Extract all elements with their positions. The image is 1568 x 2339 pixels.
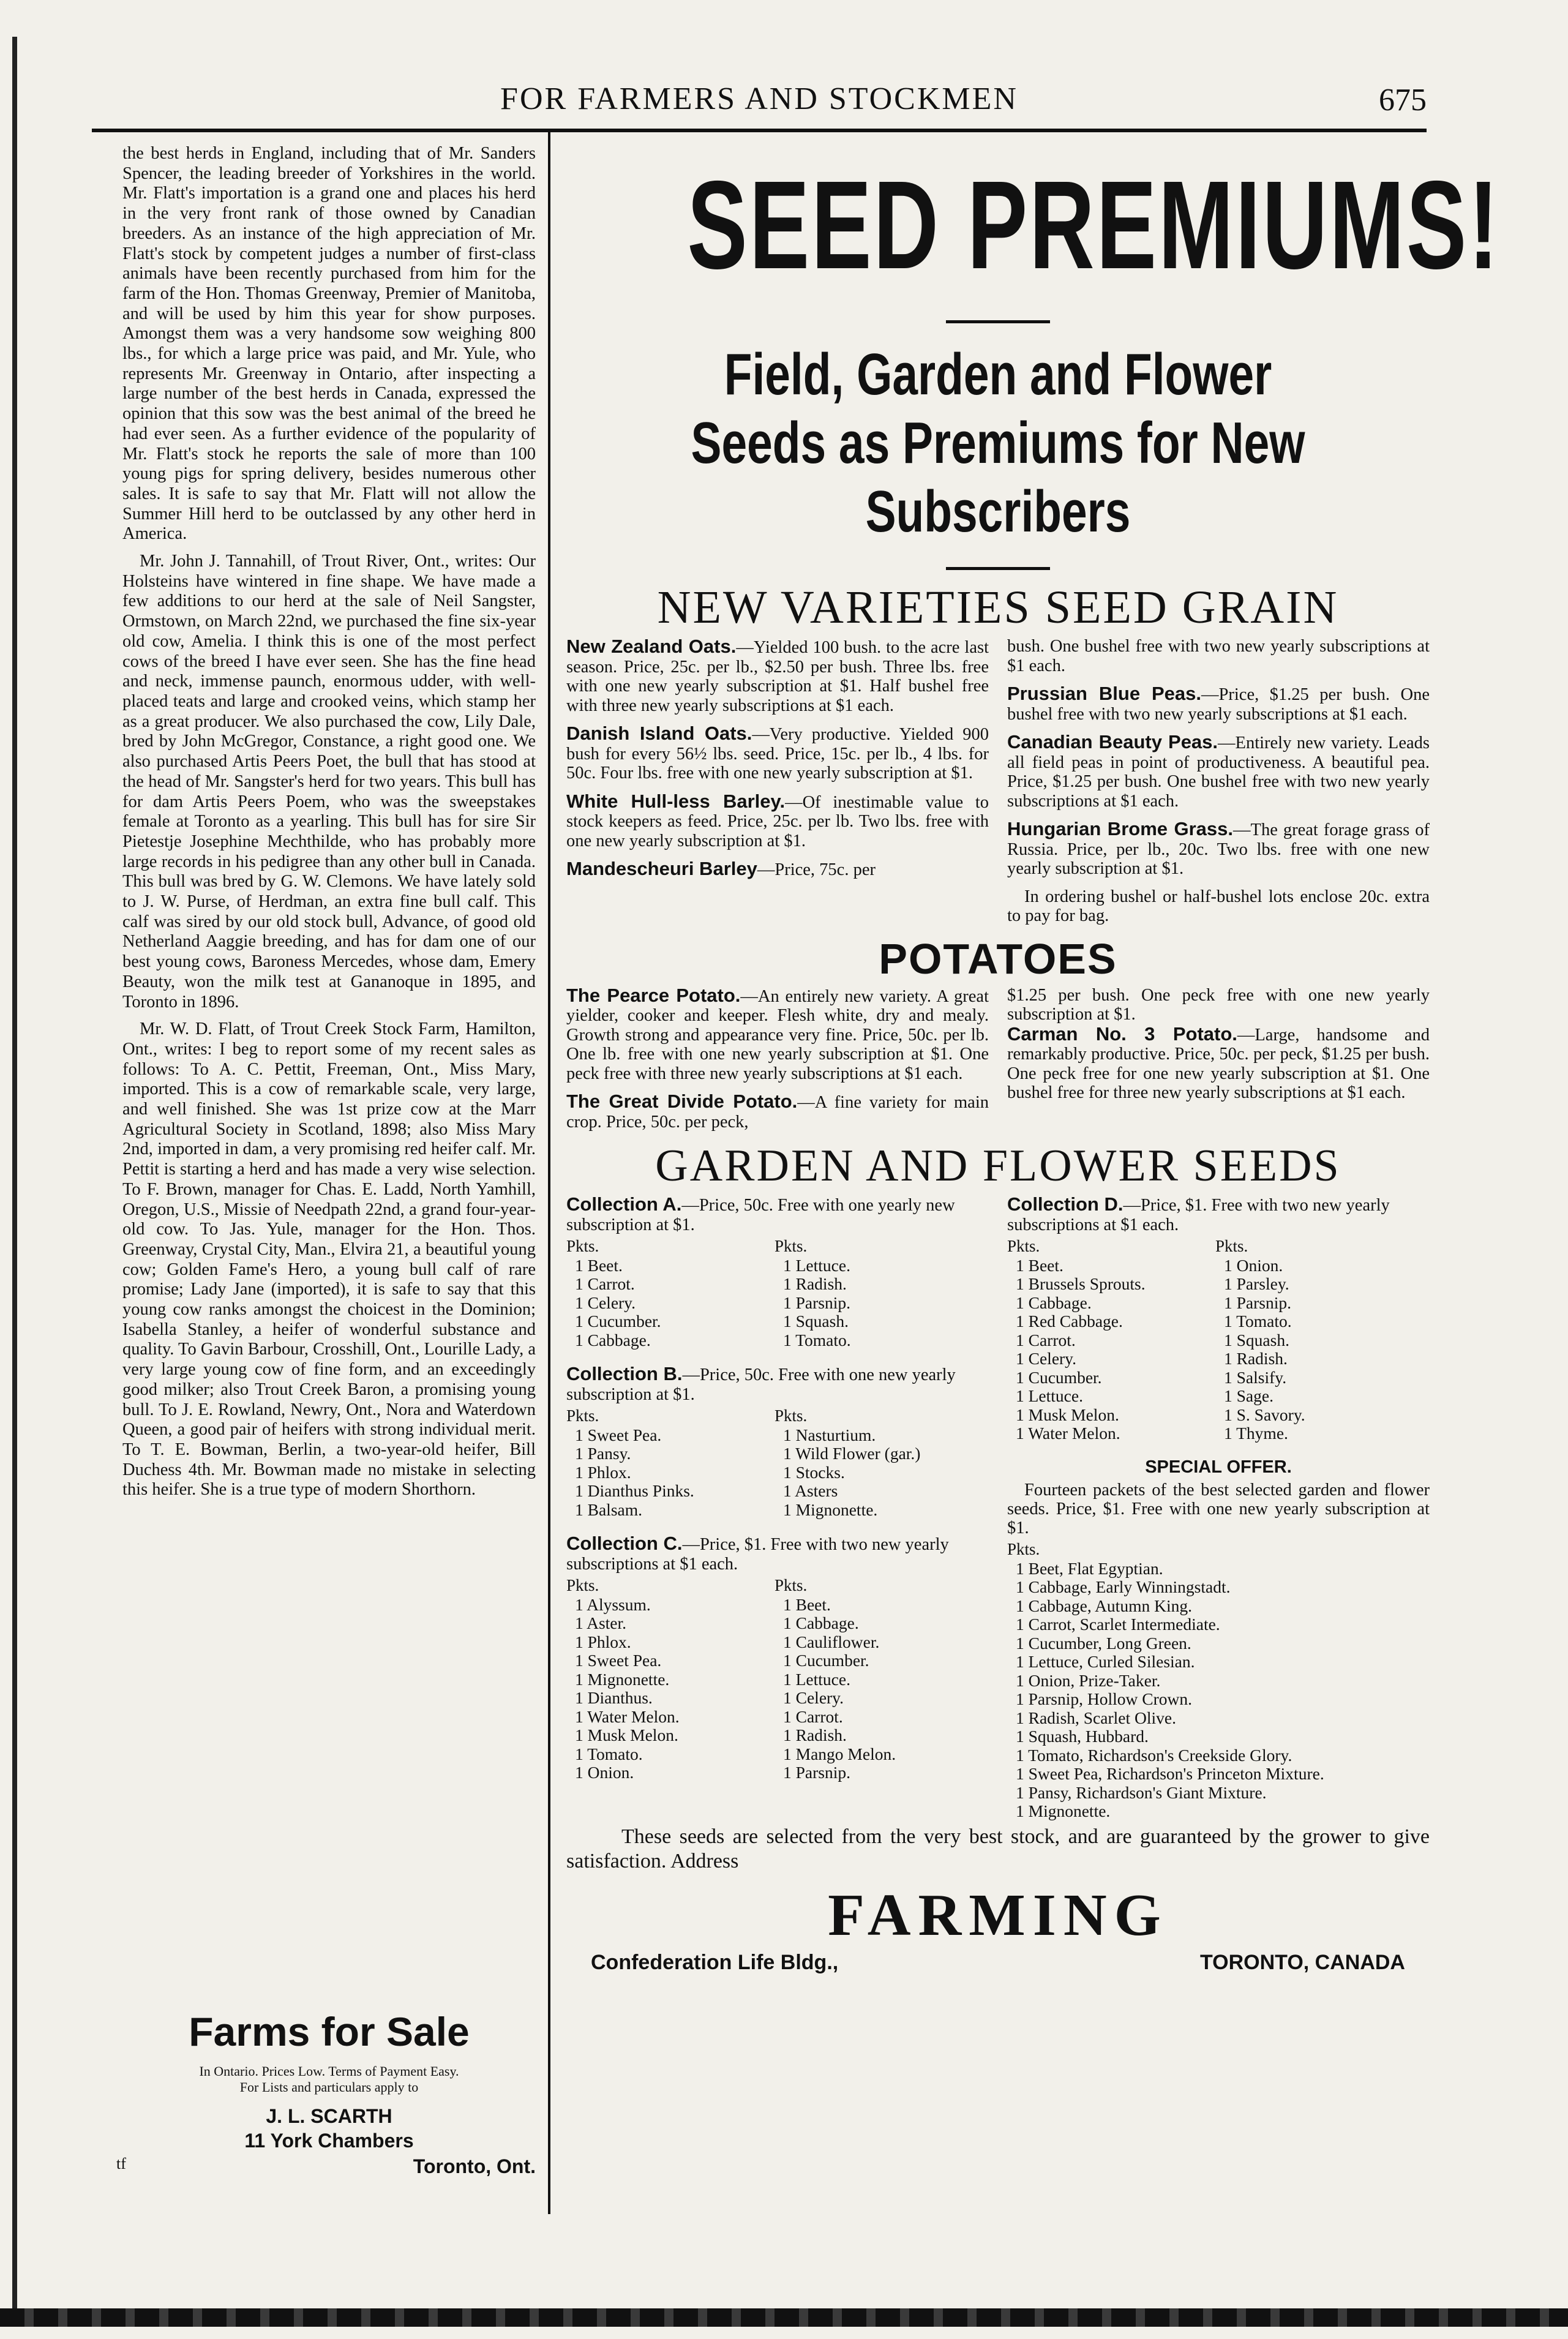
header-rule — [92, 129, 1427, 132]
list-item: $1.25 per bush. One peck free with one new yearly subscription at $1. — [1007, 985, 1430, 1024]
garden-seeds-left — [566, 1195, 989, 1821]
list-item: Hungarian Brome Grass.—The great forage grass of Russia. Price, per lb., 20c. Two lbs. free with one new yearly subscription at $1. — [1007, 818, 1430, 878]
special-offer-text: Fourteen packets of the best selected garden and flower seeds. Price, $1. Free with one new yearly subscription at $1. — [1007, 1481, 1430, 1537]
collection-c: Collection C.—Price, $1. Free with two new yearly subscriptions at $1 each. Pkts. Pkts. 1 Alyssum. 1 Beet. 1 Aster. 1 Cabbage. 1 Phlox. 1 Cauliflower. 1 Sweet Pea. 1 Cucumber. 1 Mignonette. 1 Lettuce. 1 Dianthus. 1 Celery. 1 Water Melon. 1 Carrot. 1 Musk Melon. 1 Radish. 1 Tomato. 1 Mango Melon. 1 Onion. 1 Parsnip. — [566, 1534, 989, 1782]
divider — [946, 320, 1050, 323]
list-item: New Zealand Oats.—Yielded 100 bush. to the acre last season. Price, 25c. per lb., $2.50 per bush. Three lbs. free with one new yearly subscription at $1. Half bushel free with three new yearly subscriptions at $1 each. — [566, 636, 989, 715]
left-column — [122, 144, 536, 1507]
seed-premiums-subtitle: Field, Garden and Flower Seeds as Premiums for New Subscribers — [691, 342, 1305, 544]
list-item: bush. One bushel free with two new yearly subscriptions at $1 each. — [1007, 637, 1430, 675]
running-title: FOR FARMERS AND STOCKMEN — [500, 81, 1018, 116]
pkts-header: Pkts. Pkts. — [1007, 1237, 1248, 1255]
closing-text: These seeds are selected from the very best stock, and are guaranteed by the grower to give satisfaction. Address — [566, 1825, 1430, 1872]
potatoes-heading: POTATOES — [879, 934, 1117, 983]
publisher-address — [591, 1951, 1405, 1975]
column-rule — [548, 132, 550, 2214]
list-item: Mandescheuri Barley—Price, 75c. per — [566, 858, 876, 879]
garden-seeds-columns — [566, 1195, 1430, 1821]
list-item: Carman No. 3 Potato.—Large, handsome and remarkably productive. Price, 50c. per peck, $1.25 per bush. One peck free for one new yearly subscription at $1. One bushel free for three new yearly subscriptions at $1 each. — [1007, 1023, 1430, 1102]
seed-grain-columns — [566, 637, 1430, 934]
seed-premiums-ad — [566, 144, 1501, 1975]
special-offer-items: 1 Beet, Flat Egyptian. 1 Cabbage, Early Winningstadt. 1 Cabbage, Autumn King. 1 Carrot, Scarlet Intermediate. 1 Cucumber, Long Green. 1 Lettuce, Curled Silesian. 1 Onion, Prize-Taker. 1 Parsnip, Hollow Crown. 1 Radish, Scarlet Olive. 1 Squash, Hubbard. 1 Tomato, Richardson's Creekside Glory. 1 Sweet Pea, Richardson's Princeton Mixture. 1 Pansy, Richardson's Giant Mixture. 1 Mignonette. — [1016, 1558, 1324, 1820]
farms-ad-name: J. L. SCARTH — [266, 2105, 392, 2127]
farms-ad-city: Toronto, Ont. — [413, 2155, 536, 2177]
potatoes-left — [566, 986, 989, 1141]
garden-seeds-right — [1007, 1195, 1430, 1821]
pkts-header: Pkts. Pkts. — [566, 1406, 808, 1425]
pkts-header: Pkts. — [1007, 1540, 1040, 1558]
page-number: 675 — [1379, 83, 1427, 118]
farms-for-sale-ad — [116, 2002, 536, 2178]
page-header — [92, 81, 1427, 130]
collection-b: Collection B.—Price, 50c. Free with one new yearly subscription at $1. Pkts. Pkts. 1 Sweet Pea. 1 Nasturtium. 1 Pansy. 1 Wild Flower (gar.) 1 Phlox. 1 Stocks. 1 Dianthus Pinks. 1 Asters 1 Balsam. 1 Mignonette. — [566, 1364, 989, 1519]
potatoes-columns — [566, 986, 1430, 1141]
collection-c-items: 1 Alyssum. 1 Beet. 1 Aster. 1 Cabbage. 1 Phlox. 1 Cauliflower. 1 Sweet Pea. 1 Cucumber. 1 Mignonette. 1 Lettuce. 1 Dianthus. 1 Celery. 1 Water Melon. 1 Carrot. 1 Musk Melon. 1 Radish. 1 Tomato. 1 Mango Melon. 1 Onion. 1 Parsnip. — [575, 1594, 896, 1782]
page-bottom-edge — [0, 2308, 1568, 2327]
list-item: The Pearce Potato.—An entirely new variety. A great yielder, cooker and keeper. Flesh white, dry and mealy. Growth strong and appearance very fine. Price, 50c. per lb. One lb. free with one new yearly subscription at $1. One peck free with three new yearly subscriptions at $1 each. — [566, 984, 989, 1083]
collection-b-items: 1 Sweet Pea. 1 Nasturtium. 1 Pansy. 1 Wild Flower (gar.) 1 Phlox. 1 Stocks. 1 Dianthus Pinks. 1 Asters 1 Balsam. 1 Mignonette. — [575, 1425, 921, 1519]
farms-ad-street: 11 York Chambers — [244, 2130, 414, 2152]
seed-premiums-title: SEED PREMIUMS! — [687, 155, 1501, 295]
paragraph-tannahill: Mr. John J. Tannahill, of Trout River, Ont., writes: Our Holsteins have wintered in fine shape. We have made a few additions to our herd at the sale of Neil Sangster, Ormstown, on March 22nd, we purchased the fine six-year old cow, Amelia. I think this is one of the most perfect cows of the breed I have ever seen. She has the fine head and neck, immense paunch, enormous udder, with well-placed teats and large and crooked veins, which stamp her as a great producer. We also purchased the cow, Lily Dale, bred by John McGregor, Constance, a right good one. We also purchased Artis Peers Poet, the bull that has stood at the head of Mr. Sangster's herd for two years. This bull has for dam Artis Peers Poem, who was the sweepstakes female at Toronto as a yearling. This bull has for sire Sir Pietestje Josephine Mechthilde, who has probably more large records in his pedigree than any other bull in Canada. This bull was bred by G. W. Clemons. We have lately sold to J. W. Purse, of Herdman, an extra fine bull calf. This calf was sired by our old stock bull, Advance, of good old Netherland Aaggie breeding, and has for dam one of our best young cows, Baroness Mercedes, whose dam, Emery Beauty, won the milk test at Gananoque in 1895, and Toronto in 1896. — [122, 552, 536, 1012]
farms-ad-mark: tf — [116, 2155, 126, 2172]
divider — [946, 567, 1050, 570]
list-item: The Great Divide Potato.—A fine variety for main crop. Price, 50c. per peck, — [566, 1091, 989, 1132]
pkts-header: Pkts. Pkts. — [566, 1237, 808, 1255]
garden-seeds-heading: GARDEN AND FLOWER SEEDS — [655, 1141, 1341, 1191]
address-city: TORONTO, CANADA — [1200, 1950, 1405, 1974]
list-item: Prussian Blue Peas.—Price, $1.25 per bush. One bushel free with two new yearly subscriptions at $1 each. — [1007, 683, 1430, 724]
seed-grain-heading: NEW VARIETIES SEED GRAIN — [657, 582, 1339, 633]
paragraph-wd-flatt: Mr. W. D. Flatt, of Trout Creek Stock Farm, Hamilton, Ont., writes: I beg to report some of my recent sales as follows: To A. C. Pettit, Freeman, Ont., Miss Mary, imported. This is a cow of remarkable scale, very large, and well finished. She was 1st prize cow at the Marr Agricultural Society in Scotland, 1898; also Miss Mary 2nd, imported in dam, a very promising red heifer calf. Mr. Pettit is starting a herd and has made a very wise selection. To F. Brown, manager for Chas. E. Ladd, North Yamhill, Oregon, U.S., Missie of Needpath 22nd, a grand four-year-old cow. To Jas. Yule, manager for the Hon. Thos. Greenway, Crystal City, Man., Elvira 21, a beautiful young cow; Golden Fame's Hero, a young bull calf of rare promise; Lady Jane (imported), it is safe to say that this young cow ranks amongst the choicest in the Dominion; Isabella Stanley, a heifer of wonderful substance and quality. To Gavin Barbour, Crosshill, Ont., Lourille Lady, a very large young cow of fine form, and an exceedingly good milker; also Trout Creek Baron, a promising young bull. To J. E. Rowland, Newry, Ont., Nora and Waterdown Queen, a good pair of heifers with strong individual merit. To T. E. Bowman, Berlin, a two-year-old heifer, Bill Duchess 4th. Mr. Bowman made no mistake in selecting this heifer. She is a true type of modern Shorthorn. — [122, 1019, 536, 1500]
farms-ad-terms: In Ontario. Prices Low. Terms of Payment Easy. — [199, 2063, 459, 2079]
publisher-name: FARMING — [828, 1882, 1168, 1948]
potatoes-right — [1007, 986, 1430, 1141]
collection-d-items: 1 Beet. 1 Onion. 1 Brussels Sprouts. 1 Parsley. 1 Cabbage. 1 Parsnip. 1 Red Cabbage. 1 Tomato. 1 Carrot. 1 Squash. 1 Celery. 1 Radish. 1 Cucumber. 1 Salsify. 1 Lettuce. 1 Sage. 1 Musk Melon. 1 S. Savory. 1 Water Melon. 1 Thyme. — [1016, 1255, 1305, 1443]
seed-grain-right — [1007, 637, 1430, 934]
list-item: Danish Island Oats.—Very productive. Yielded 900 bush for every 56½ lbs. seed. Price, 15c. per lb., 4 lbs. for 50c. Four lbs. free with one new yearly subscription at $1. — [566, 723, 989, 783]
seed-grain-left — [566, 637, 989, 934]
collection-a: Collection A.—Price, 50c. Free with one yearly new subscription at $1. Pkts. Pkts. 1 Beet. 1 Lettuce. 1 Carrot. 1 Radish. 1 Celery. 1 Parsnip. 1 Cucumber. 1 Squash. 1 Cabbage. 1 Tomato. — [566, 1195, 989, 1350]
page-left-edge — [12, 37, 17, 2327]
list-item: White Hull-less Barley.—Of inestimable value to stock keepers as feed. Price, 25c. per lb. Two lbs. free with one new yearly subscription at $1. — [566, 790, 989, 850]
address-building: Confederation Life Bldg., — [591, 1950, 839, 1974]
farms-ad-title: Farms for Sale — [189, 2009, 470, 2054]
list-item: Canadian Beauty Peas.—Entirely new variety. Leads all field peas in point of productiveness. A beautiful pea. Price, $1.25 per bush. One bushel free with two new yearly subscriptions at $1 each. — [1007, 731, 1430, 811]
special-offer — [1007, 1458, 1430, 1821]
paragraph-flatt-herd: the best herds in England, including that of Mr. Sanders Spencer, the leading breeder of Yorkshires in the world. Mr. Flatt's importation is a grand one and places his herd in the very front rank of those owned by Canadian breeders. As an instance of the high appreciation of Mr. Flatt's stock by competent judges a number of first-class animals have been recently purchased from him for the farm of the Hon. Thomas Greenway, Premier of Manitoba, and will be used by him this year for show purposes. Amongst them was a very handsome sow weighing 800 lbs., for which a large price was paid, and Mr. Yule, who represents Mr. Greenway in Ontario, after inspecting a large number of the best herds in Canada, expressed the opinion that this sow was the best animal of the breed he had ever seen. As a further evidence of the popularity of Mr. Flatt's stock he reports the sale of more than 100 young pigs for spring delivery, besides numerous other sales. It is safe to say that Mr. Flatt will not allow the Summer Hill herd to be outclassed by any other herd in America. — [122, 144, 536, 544]
farms-ad-apply: For Lists and particulars apply to — [239, 2079, 419, 2095]
list-item: In ordering bushel or half-bushel lots enclose 20c. extra to pay for bag. — [1007, 887, 1430, 925]
collection-d: Collection D.—Price, $1. Free with two new yearly subscriptions at $1 each. Pkts. Pkts. 1 Beet. 1 Onion. 1 Brussels Sprouts. 1 Parsley. 1 Cabbage. 1 Parsnip. 1 Red Cabbage. 1 Tomato. 1 Carrot. 1 Squash. 1 Celery. 1 Radish. 1 Cucumber. 1 Salsify. 1 Lettuce. 1 Sage. 1 Musk Melon. 1 S. Savory. 1 Water Melon. 1 Thyme. — [1007, 1195, 1430, 1443]
special-offer-title: SPECIAL OFFER. — [1145, 1457, 1292, 1477]
collection-a-items: 1 Beet. 1 Lettuce. 1 Carrot. 1 Radish. 1 Celery. 1 Parsnip. 1 Cucumber. 1 Squash. 1 Cabbage. 1 Tomato. — [575, 1255, 851, 1350]
pkts-header: Pkts. Pkts. — [566, 1576, 808, 1594]
